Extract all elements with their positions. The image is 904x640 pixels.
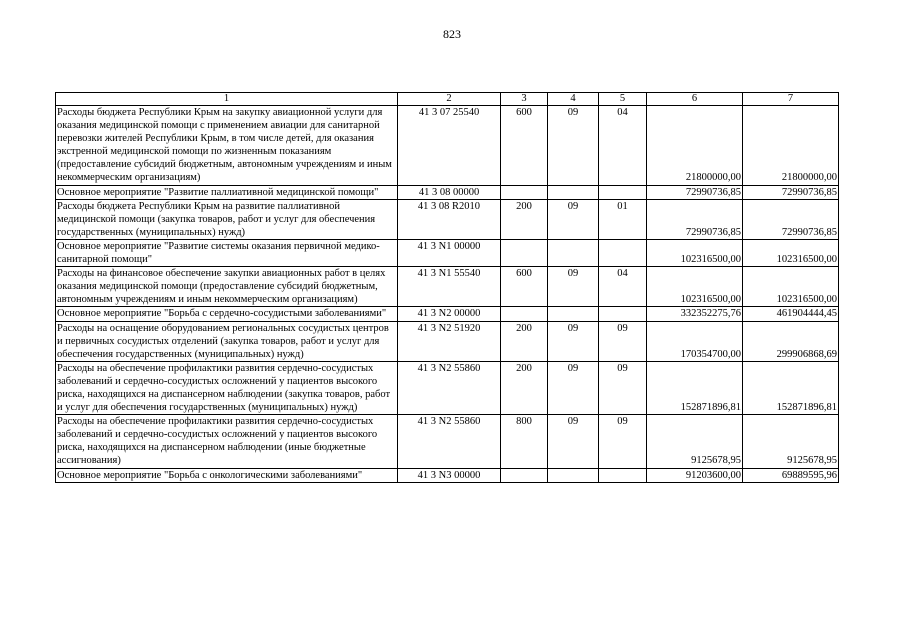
row-col-4: 09 — [548, 361, 599, 414]
row-col-5 — [599, 468, 647, 482]
row-col-5: 09 — [599, 415, 647, 468]
row-amount-6: 9125678,95 — [647, 415, 743, 468]
table-row — [56, 468, 839, 482]
row-col-5 — [599, 239, 647, 266]
row-col-4 — [548, 185, 599, 199]
row-amount-6: 152871896,81 — [647, 361, 743, 414]
row-col-3: 600 — [501, 106, 548, 186]
table-row — [56, 106, 839, 186]
row-amount-7: 102316500,00 — [743, 267, 839, 307]
row-col-4: 09 — [548, 415, 599, 468]
row-amount-6: 332352275,76 — [647, 307, 743, 321]
row-code: 41 3 N1 55540 — [398, 267, 501, 307]
row-col-5 — [599, 185, 647, 199]
row-amount-7: 152871896,81 — [743, 361, 839, 414]
row-amount-7: 72990736,85 — [743, 185, 839, 199]
table-row — [56, 361, 839, 414]
row-code: 41 3 N2 55860 — [398, 415, 501, 468]
row-name: Расходы на финансовое обеспечение закупки авиационных работ в целях оказания медицинской помощи (предоставление субсидий бюджетным, автономным учреждениям и иным некоммерческим организациям) — [56, 267, 398, 307]
row-amount-6: 102316500,00 — [647, 239, 743, 266]
row-code: 41 3 N2 51920 — [398, 321, 501, 361]
budget-table — [55, 92, 839, 483]
row-col-3 — [501, 307, 548, 321]
row-col-5: 04 — [599, 106, 647, 186]
row-amount-7: 102316500,00 — [743, 239, 839, 266]
row-name: Расходы на обеспечение профилактики развития сердечно-сосудистых заболеваний и сердечно-сосудистых осложнений у пациентов высокого риска, находящихся на диспансерном наблюдении (иные бюджетные ассигнования) — [56, 415, 398, 468]
row-code: 41 3 08 00000 — [398, 185, 501, 199]
row-col-5: 04 — [599, 267, 647, 307]
row-col-3 — [501, 185, 548, 199]
row-amount-6: 102316500,00 — [647, 267, 743, 307]
row-col-4: 09 — [548, 106, 599, 186]
row-col-3: 200 — [501, 361, 548, 414]
row-col-3 — [501, 468, 548, 482]
table-row — [56, 185, 839, 199]
header-col-5: 5 — [599, 93, 647, 106]
row-col-3: 200 — [501, 321, 548, 361]
row-col-5: 01 — [599, 199, 647, 239]
row-col-3: 600 — [501, 267, 548, 307]
row-name: Основное мероприятие "Борьба с сердечно-сосудистыми заболеваниями" — [56, 307, 398, 321]
row-amount-7: 69889595,96 — [743, 468, 839, 482]
row-name: Основное мероприятие "Развитие паллиативной медицинской помощи" — [56, 185, 398, 199]
row-amount-6: 21800000,00 — [647, 106, 743, 186]
row-amount-6: 72990736,85 — [647, 199, 743, 239]
row-name: Расходы на оснащение оборудованием региональных сосудистых центров и первичных сосудистых отделений (закупка товаров, работ и услуг для обеспечения государственных (муниципальных) нужд) — [56, 321, 398, 361]
header-col-6: 6 — [647, 93, 743, 106]
row-col-4: 09 — [548, 267, 599, 307]
table-row — [56, 267, 839, 307]
row-amount-7: 21800000,00 — [743, 106, 839, 186]
table-row — [56, 239, 839, 266]
row-col-4: 09 — [548, 321, 599, 361]
row-col-3: 200 — [501, 199, 548, 239]
row-amount-6: 91203600,00 — [647, 468, 743, 482]
row-name: Расходы бюджета Республики Крым на развитие паллиативной медицинской помощи (закупка товаров, работ и услуг для обеспечения государственных (муниципальных) нужд) — [56, 199, 398, 239]
header-col-4: 4 — [548, 93, 599, 106]
row-col-3: 800 — [501, 415, 548, 468]
row-amount-7: 72990736,85 — [743, 199, 839, 239]
header-col-3: 3 — [501, 93, 548, 106]
table-row — [56, 307, 839, 321]
row-amount-6: 72990736,85 — [647, 185, 743, 199]
row-col-5 — [599, 307, 647, 321]
row-code: 41 3 N2 55860 — [398, 361, 501, 414]
row-code: 41 3 07 25540 — [398, 106, 501, 186]
row-col-5: 09 — [599, 321, 647, 361]
page-number: 823 — [443, 27, 461, 41]
row-col-4 — [548, 239, 599, 266]
header-col-7: 7 — [743, 93, 839, 106]
row-name: Основное мероприятие "Развитие системы оказания первичной медико-санитарной помощи" — [56, 239, 398, 266]
row-amount-7: 299906868,69 — [743, 321, 839, 361]
row-amount-7: 9125678,95 — [743, 415, 839, 468]
row-name: Расходы бюджета Республики Крым на закупку авиационной услуги для оказания медицинской помощи с применением авиации для санитарной перевозки жителей Республики Крым, в том числе детей, для оказания экстренной медицинской помощи по жизненным показаниям (предоставление субсидий бюджетным, автономным учреждениям и иным некоммерческим организациям) — [56, 106, 398, 186]
row-code: 41 3 N2 00000 — [398, 307, 501, 321]
row-col-4 — [548, 468, 599, 482]
table-row — [56, 199, 839, 239]
row-col-4 — [548, 307, 599, 321]
row-amount-6: 170354700,00 — [647, 321, 743, 361]
header-row — [56, 93, 839, 106]
table-row — [56, 321, 839, 361]
row-amount-7: 461904444,45 — [743, 307, 839, 321]
header-col-2: 2 — [398, 93, 501, 106]
row-col-3 — [501, 239, 548, 266]
row-name: Расходы на обеспечение профилактики развития сердечно-сосудистых заболеваний и сердечно-сосудистых осложнений у пациентов высокого риска, находящихся на диспансерном наблюдении (закупка товаров, работ и услуг для обеспечения государственных (муниципальных) нужд) — [56, 361, 398, 414]
table-row — [56, 415, 839, 468]
row-name: Основное мероприятие "Борьба с онкологическими заболеваниями" — [56, 468, 398, 482]
row-code: 41 3 N1 00000 — [398, 239, 501, 266]
row-col-4: 09 — [548, 199, 599, 239]
row-code: 41 3 08 R2010 — [398, 199, 501, 239]
header-col-1: 1 — [56, 93, 398, 106]
row-col-5: 09 — [599, 361, 647, 414]
row-code: 41 3 N3 00000 — [398, 468, 501, 482]
